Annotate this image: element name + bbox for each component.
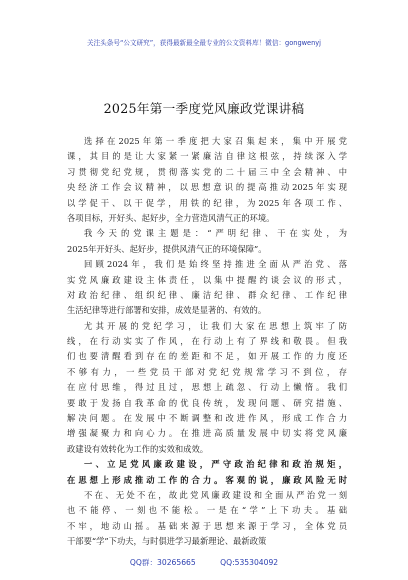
- paragraph-line: 不在、无处不在，故此党风廉政建设和全面从严治党一刻: [84, 489, 347, 500]
- paragraph-line: 习贯彻党纪党规，贯彻落实党的二十届三中全会精神、中: [67, 166, 347, 177]
- document-body: [67, 134, 347, 550]
- paragraph-line: 我今天的党课主题是：“严明纪律、干在实处，为: [84, 228, 347, 239]
- paragraph-line: 干部要“学”下功夫，与时俱进学习最新理论、最新政策: [67, 536, 267, 547]
- header-promo-note: 关注头条号“公文研究”，获得最新最全最专业的公文资料库！微信：gongwenyj: [87, 39, 321, 47]
- paragraph-line: 生活纪律等进行部署和安排，成效是显著的、有效的。: [67, 305, 267, 316]
- paragraph-line: 们也要清醒看到存在的差距和不足，如开展工作的力度还: [67, 351, 347, 362]
- paragraph-line: 要敢于发扬自我革命的优良传统，发现问题、研究措施、: [67, 397, 347, 408]
- paragraph-line: 政建设有效转化为工作的实效和成效。: [67, 443, 209, 454]
- paragraph-line: 选择在2025年第一季度把大家召集起来，集中开展党: [84, 136, 347, 146]
- paragraph-line: 解决问题。在发展中不断调整和改进作风，形成工作合力: [67, 413, 347, 424]
- footer-contact: [0, 557, 408, 568]
- paragraph-line: 不够有力，一些党员干部对党纪党规常学习不到位，存: [67, 366, 347, 377]
- document-title: 2025年第一季度党风廉政党课讲稿: [103, 101, 305, 116]
- footer-qq-group: QQ群：30265665: [129, 558, 196, 567]
- paragraph-line: 一、立足党风廉政建设，严守政治纪律和政治规矩，: [84, 459, 347, 470]
- paragraph-line: 课，其目的是让大家紧一紧廉洁自律这根弦，持续深入学: [67, 151, 347, 162]
- paragraph-line: 2025年开好头、起好步，提供风清气正的环境保障”。: [67, 243, 267, 254]
- paragraph-line: 线，在行动实实了作风，在行动上有了界线和敬畏。但我: [67, 336, 347, 347]
- paragraph-line: 在应付思维，得过且过，思想上疏忽、行动上懒惰。我们: [67, 382, 347, 393]
- paragraph-line: 在思想上形成推动工作的合力。客观的说，廉政风险无时: [67, 474, 347, 485]
- paragraph-line: 不牢，地动山摇。基础来源于思想来源于学习，全体党员: [67, 520, 347, 531]
- paragraph-line: 也不能停、一刻也不能松。一是在“学”上下功夫。基础: [67, 505, 347, 516]
- paragraph-line: 实党风廉政建设主体责任，以集中提醒约谈会议的形式，: [67, 274, 347, 285]
- paragraph-line: 央经济工作会议精神，以思想意识的提高推动2025年实现: [67, 182, 347, 193]
- paragraph-line: 以学促干、以干促学，用铁的纪律，为2025年各项工作、: [67, 197, 347, 208]
- paragraph-line: 尤其开展的党纪学习，让我们大家在思想上筑牢了防: [84, 320, 347, 331]
- paragraph-line: 回顾2024年，我们是始终坚持推进全面从严治党、落: [84, 259, 347, 270]
- paragraph-line: 对政治纪律、组织纪律、廉洁纪律、群众纪律、工作纪律: [67, 289, 347, 300]
- paragraph-line: 各项目标，开好头、起好步，全力营造风清气正的环境。: [67, 212, 275, 223]
- paragraph-line: 增强凝聚力和向心力。在推进高质量发展中切实将党风廉: [67, 428, 347, 439]
- footer-qq: QQ:535304092: [220, 558, 279, 567]
